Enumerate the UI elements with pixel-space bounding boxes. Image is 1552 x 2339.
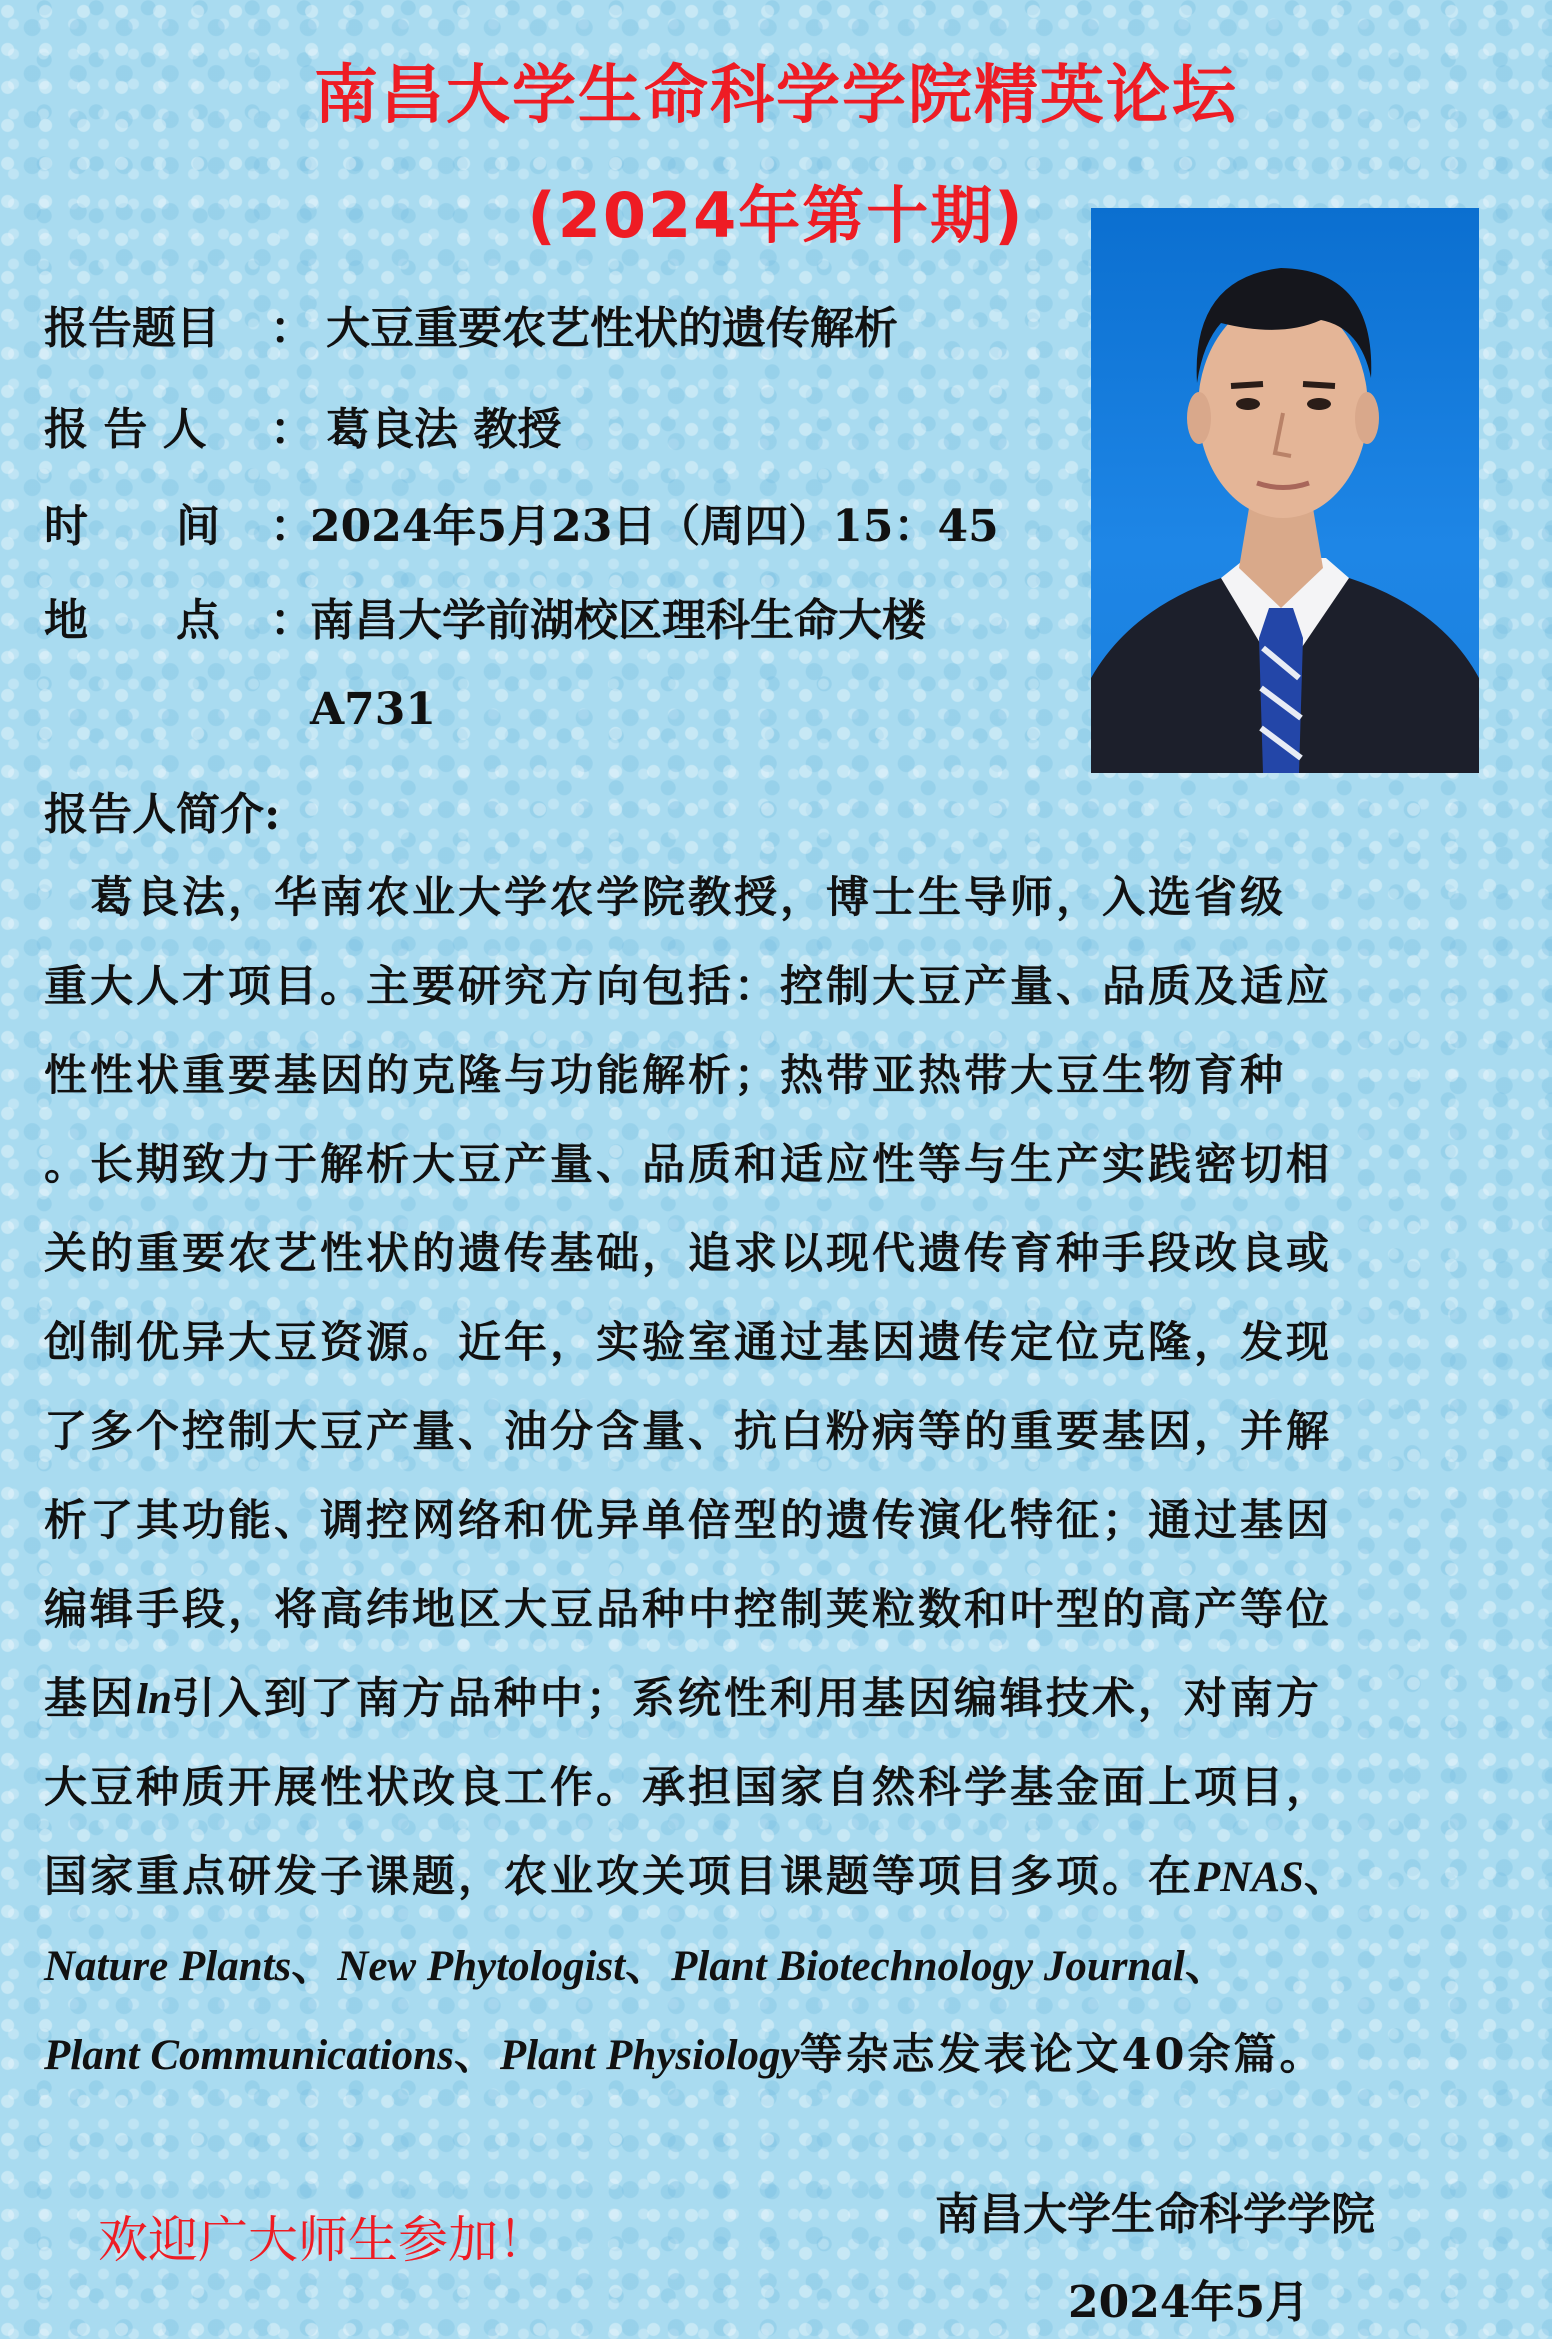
separator: 、 <box>1184 1941 1231 1991</box>
welcome-text: 欢迎广大师生参加！ <box>98 2211 548 2269</box>
journal-name: PNAS <box>1194 1854 1304 1901</box>
speaker-colon: ： <box>270 404 314 455</box>
poster-subtitle: (2024年第十期) <box>527 179 1025 252</box>
bio-line: 重大人才项目。主要研究方向包括：控制大豆产量、品质及适应 <box>44 962 1332 1012</box>
bio-line <box>44 1833 1464 1922</box>
organizer-name: 南昌大学生命科学学院 <box>935 2189 1375 2240</box>
bio-text: 等杂志发表论文40余篇。 <box>799 2030 1326 2080</box>
bio-paragraph <box>44 854 1464 2100</box>
separator: 、 <box>625 1941 672 1991</box>
speaker-portrait-image <box>1091 208 1479 773</box>
bio-line <box>44 1922 1464 2011</box>
time-label: 时 间 <box>44 501 220 552</box>
journal-name: Nature Plants <box>44 1943 292 1990</box>
bio-line: 性性状重要基因的克隆与功能解析；热带亚热带大豆生物育种 <box>44 1051 1286 1101</box>
bio-line: 编辑手段，将高纬地区大豆品种中控制荚粒数和叶型的高产等位 <box>44 1585 1332 1635</box>
bio-line: 葛良法，华南农业大学农学院教授，博士生导师，入选省级 <box>44 873 1286 923</box>
place-colon: ： <box>270 595 314 646</box>
bio-text: 引入到了南方品种中；系统性利用基因编辑技术，对南方 <box>171 1674 1322 1724</box>
time-value: 2024年5月23日（周四）15：45 <box>310 501 999 552</box>
bio-line: 创制优异大豆资源。近年，实验室通过基因遗传定位克隆，发现 <box>44 1318 1332 1368</box>
bio-line <box>44 1655 1464 1744</box>
bio-line: 关的重要农艺性状的遗传基础，追求以现代遗传育种手段改良或 <box>44 1229 1332 1279</box>
bio-line <box>44 2011 1464 2100</box>
separator: 、 <box>1303 1852 1350 1902</box>
speaker-value: 葛良法 教授 <box>326 404 562 455</box>
place-room: A731 <box>310 684 436 735</box>
separator: 、 <box>291 1941 338 1991</box>
journal-name: Plant Communications <box>44 2032 454 2079</box>
bio-line: 。长期致力于解析大豆产量、品质和适应性等与生产实践密切相 <box>44 1140 1332 1190</box>
bio-text: 基因 <box>44 1674 136 1724</box>
poster-title: 南昌大学生命科学学院精英论坛 <box>314 59 1238 133</box>
journal-name: New Phytologist <box>337 1943 626 1990</box>
separator: 、 <box>453 2030 500 2080</box>
bio-line: 析了其功能、调控网络和优异单倍型的遗传演化特征；通过基因 <box>44 1496 1332 1546</box>
bio-text: 国家重点研发子课题，农业攻关项目课题等项目多项。在 <box>44 1852 1194 1902</box>
place-value: 南昌大学前湖校区理科生命大楼 <box>310 595 926 646</box>
journal-name: Plant Biotechnology Journal <box>671 1943 1185 1990</box>
speaker-label: 报 告 人 <box>44 404 207 455</box>
bio-line: 大豆种质开展性状改良工作。承担国家自然科学基金面上项目， <box>44 1763 1332 1813</box>
topic-label: 报告题目 <box>44 303 220 354</box>
topic-value: 大豆重要农艺性状的遗传解析 <box>326 303 898 354</box>
gene-name: ln <box>136 1676 172 1723</box>
speaker-photo <box>1091 208 1479 773</box>
journal-name: Plant Physiology <box>499 2032 800 2079</box>
topic-colon: ： <box>270 303 314 354</box>
bio-line: 了多个控制大豆产量、油分含量、抗白粉病等的重要基因，并解 <box>44 1407 1332 1457</box>
place-label: 地 点 <box>44 595 220 646</box>
time-colon: ： <box>270 501 314 552</box>
bio-heading: 报告人简介: <box>44 789 281 840</box>
poster-date: 2024年5月 <box>1068 2277 1310 2328</box>
